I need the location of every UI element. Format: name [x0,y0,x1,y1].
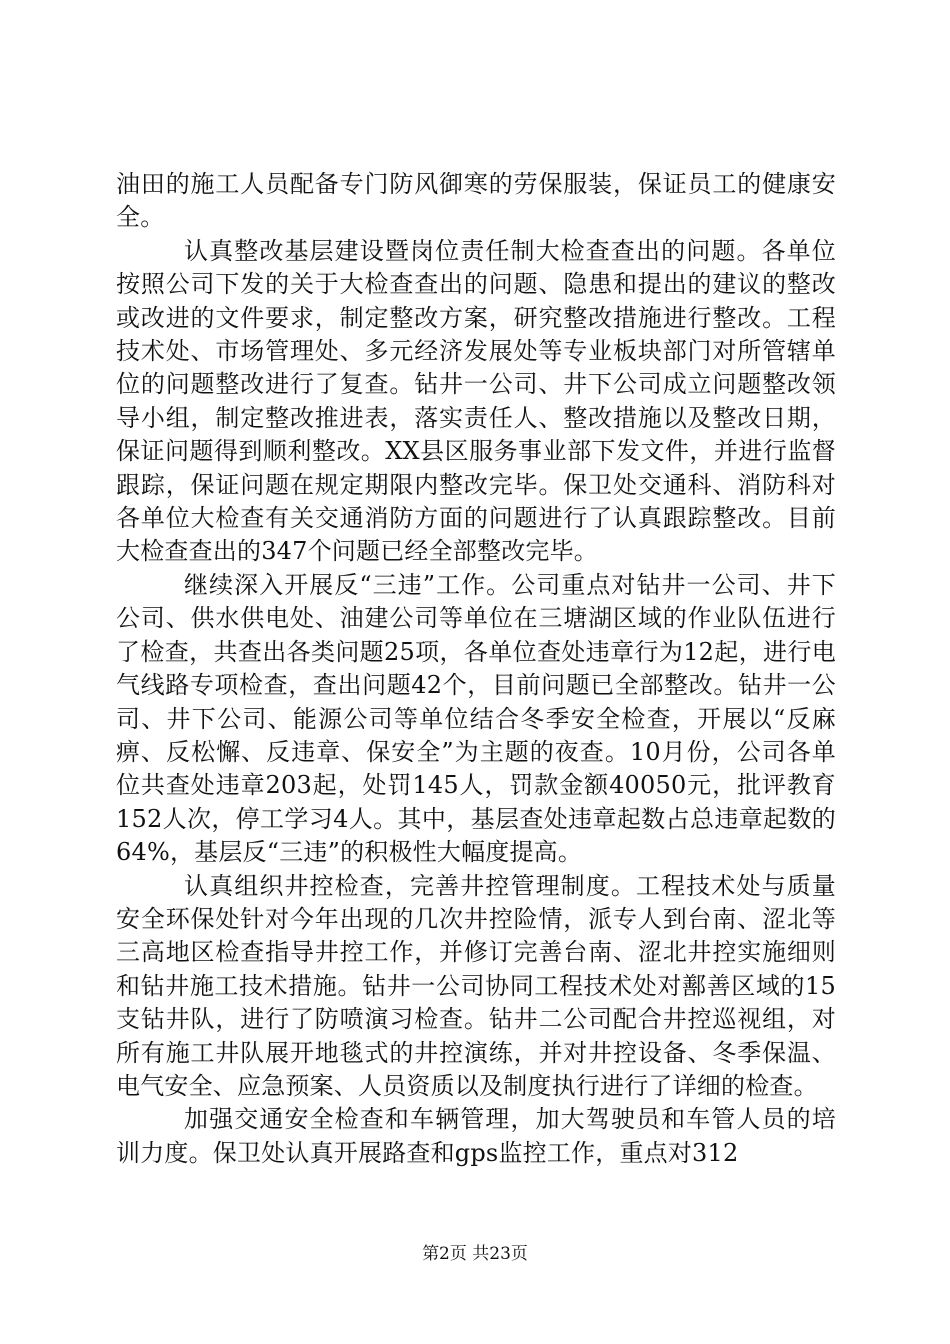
document-body [116,168,836,1170]
paragraph-continuation: 油田的施工人员配备专门防风御寒的劳保服装，保证员工的健康安全。 [116,170,836,232]
paragraph-traffic-safety: 加强交通安全检查和车辆管理，加大驾驶员和车管人员的培训力度。保卫处认真开展路查和gps监控工作，重点对312 [116,1105,836,1167]
paragraph-anti-violation: 继续深入开展反“三违”工作。公司重点对钻井一公司、井下公司、供水供电处、油建公司等单位在三塘湖区域的作业队伍进行了检查，共查出各类问题25项，各单位查处违章行为12起，进行电气线路专项检查，查出问题42个，目前问题已全部整改。钻井一公司、井下公司、能源公司等单位结合冬季安全检查，开展以“反麻痹、反松懈、反违章、保安全”为主题的夜查。10月份，公司各单位共查处违章203起，处罚145人，罚款金额40050元，批评教育152人次，停工学习4人。其中，基层查处违章起数占总违章起数的64%，基层反“三违”的积极性大幅度提高。 [116,570,836,867]
page-number-footer: 第2页 共23页 [422,1244,528,1264]
paragraph-well-control: 认真组织井控检查，完善井控管理制度。工程技术处与质量安全环保处针对今年出现的几次井控险情，派专人到台南、涩北等三高地区检查指导井控工作，并修订完善台南、涩北井控实施细则和钻井施工技术措施。钻井一公司协同工程技术处对鄯善区域的15支钻井队，进行了防喷演习检查。钻井二公司配合井控巡视组，对所有施工井队展开地毯式的井控演练，并对井控设备、冬季保温、电气安全、应急预案、人员资质以及制度执行进行了详细的检查。 [116,871,836,1100]
paragraph-rectification: 认真整改基层建设暨岗位责任制大检查查出的问题。各单位按照公司下发的关于大检查查出的问题、隐患和提出的建议的整改或改进的文件要求，制定整改方案，研究整改措施进行整改。工程技术处、市场管理处、多元经济发展处等专业板块部门对所管辖单位的问题整改进行了复查。钻井一公司、井下公司成立问题整改领导小组，制定整改推进表，落实责任人、整改措施以及整改日期，保证问题得到顺利整改。XX县区服务事业部下发文件，并进行监督跟踪，保证问题在规定期限内整改完毕。保卫处交通科、消防科对各单位大检查有关交通消防方面的问题进行了认真跟踪整改。目前大检查查出的347个问题已经全部整改完毕。 [116,236,836,566]
